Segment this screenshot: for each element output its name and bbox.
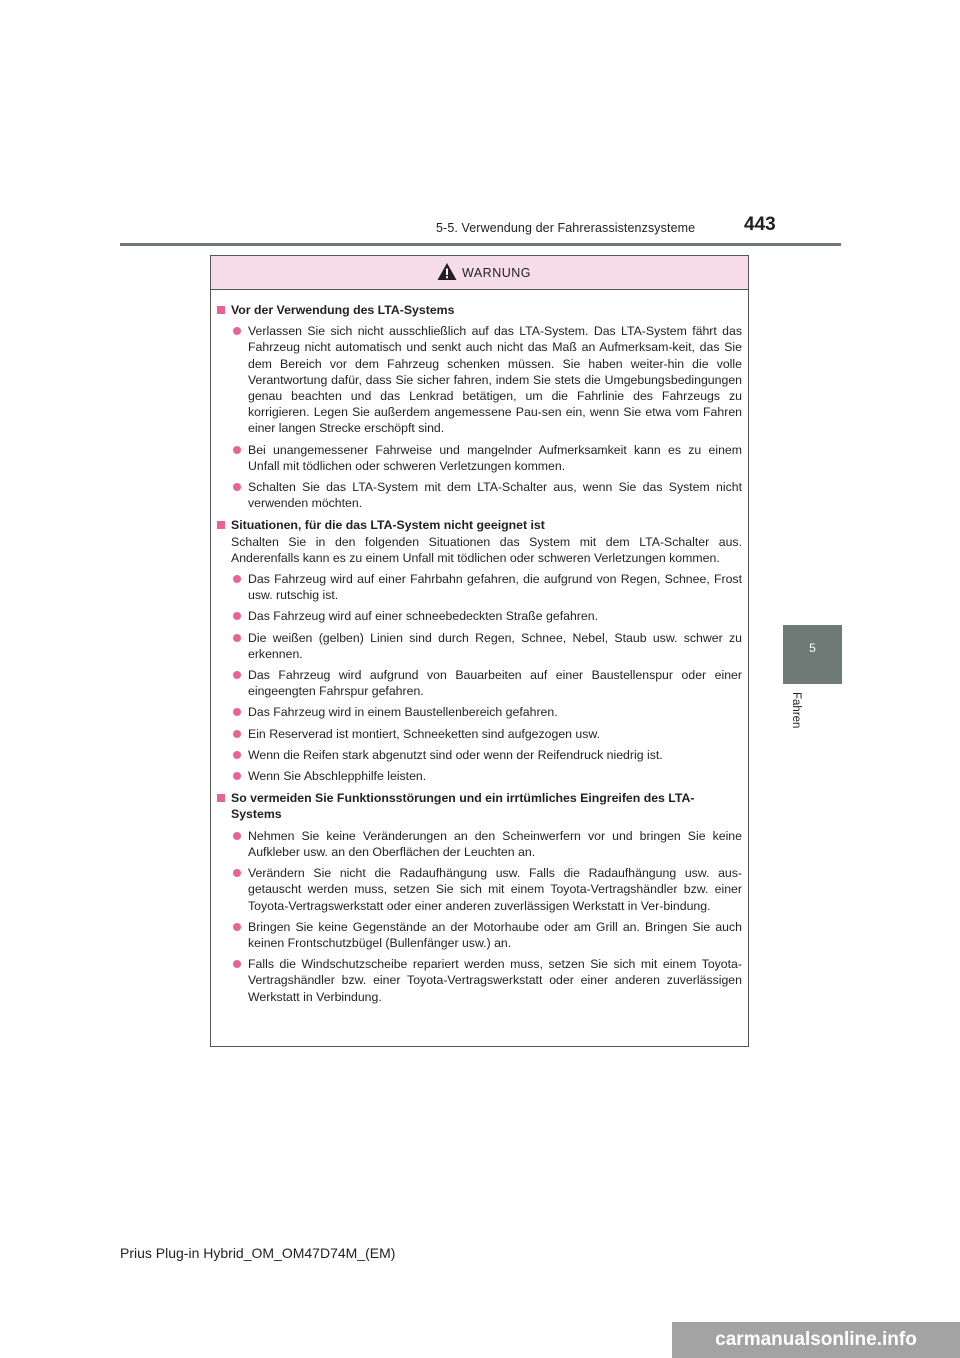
warning-triangle-icon [437, 262, 457, 281]
circle-bullet-icon [233, 708, 241, 716]
section-title-text: Situationen, für die das LTA-System nicht geeignet ist [231, 518, 545, 533]
bullet-item [217, 608, 742, 624]
warning-box [210, 255, 749, 1047]
chapter-tab [783, 625, 842, 684]
warning-section [217, 302, 742, 511]
watermark: carmanualsonline.info [672, 1322, 960, 1358]
bullet-text: Schalten Sie das LTA-System mit dem LTA-Schalter aus, wenn Sie das System nicht verwenden möchten. [248, 480, 742, 511]
bullet-item [217, 865, 742, 914]
circle-bullet-icon [233, 960, 241, 968]
bullet-text: Bei unangemessener Fahrweise und mangelnder Aufmerksamkeit kann es zu einem Unfall mit tödlichen oder schweren Verletzungen kommen. [248, 442, 742, 473]
section-title-text: Vor der Verwendung des LTA-Systems [231, 303, 455, 317]
circle-bullet-icon [233, 772, 241, 780]
circle-bullet-icon [233, 730, 241, 738]
bullet-item [217, 828, 742, 860]
circle-bullet-icon [233, 634, 241, 642]
square-bullet-icon [217, 794, 225, 802]
section-title [217, 790, 742, 822]
header-rule [120, 243, 841, 246]
circle-bullet-icon [233, 671, 241, 679]
bullet-item [217, 747, 742, 763]
bullet-text: Falls die Windschutzscheibe repariert werden muss, setzen Sie sich mit einem Toyota-Vertragshändler bzw. einer Toyota-Vertragswerkstatt oder einer anderen zuverlässigen Werkstatt in Verbindung. [248, 957, 742, 1004]
bullet-text: Das Fahrzeug wird in einem Baustellenbereich gefahren. [248, 705, 558, 720]
bullet-item [217, 704, 742, 720]
bullet-item [217, 919, 742, 951]
chapter-tab-number: 5 [809, 641, 816, 655]
circle-bullet-icon [233, 612, 241, 620]
bullet-item [217, 442, 742, 474]
circle-bullet-icon [233, 923, 241, 931]
bullet-text: Ein Reserverad ist montiert, Schneeketten sind aufgezogen usw. [248, 726, 601, 741]
bullet-item [217, 956, 742, 1005]
header-section-title: 5-5. Verwendung der Fahrerassistenzsysteme [436, 221, 696, 235]
bullet-text: Wenn Sie Abschlepphilfe leisten. [248, 769, 427, 784]
circle-bullet-icon [233, 446, 241, 454]
circle-bullet-icon [233, 575, 241, 583]
square-bullet-icon [217, 521, 225, 529]
bullet-item [217, 667, 742, 699]
bullet-text: Verändern Sie nicht die Radaufhängung usw. Falls die Radaufhängung usw. aus-getauscht werden muss, setzen Sie sich mit einem Toyota-Vertragshändler bzw. einer Toyota-Vertragswerkstatt oder einer anderen zuverlässigen Werkstatt in Ver-bindung. [248, 866, 742, 913]
warning-section [217, 517, 742, 784]
footer-manual-id: Prius Plug-in Hybrid_OM_OM47D74M_(EM) [120, 1245, 396, 1261]
bullet-item [217, 571, 742, 603]
circle-bullet-icon [233, 483, 241, 491]
bullet-item [217, 768, 742, 784]
warning-body [211, 290, 748, 1005]
circle-bullet-icon [233, 751, 241, 759]
square-bullet-icon [217, 306, 225, 314]
bullet-text: Bringen Sie keine Gegenstände an der Motorhaube oder am Grill an. Bringen Sie auch keinen Frontschutzbügel (Bullenfänger usw.) an. [248, 919, 742, 950]
warning-section [217, 790, 742, 1004]
circle-bullet-icon [233, 327, 241, 335]
bullet-text: Das Fahrzeug wird auf einer Fahrbahn gefahren, die aufgrund von Regen, Schnee, Frost usw. rutschig ist. [248, 572, 742, 603]
bullet-item [217, 479, 742, 511]
bullet-item [217, 630, 742, 662]
warning-title: WARNUNG [462, 266, 532, 280]
bullet-text: Die weißen (gelben) Linien sind durch Regen, Schnee, Nebel, Staub usw. schwer zu erkennen. [248, 630, 742, 661]
section-intro: Schalten Sie in den folgenden Situationen das System mit dem LTA-Schalter aus. Anderenfalls kann es zu einem Unfall mit tödlichen oder schweren Verletzungen kommen. [231, 534, 742, 565]
section-title [217, 302, 742, 318]
chapter-tab-label: Fahren [790, 692, 802, 729]
bullet-text: Nehmen Sie keine Veränderungen an den Scheinwerfern vor und bringen Sie keine Aufkleber usw. an den Oberflächen der Leuchten an. [248, 828, 742, 859]
bullet-item [217, 323, 742, 436]
section-title-text: So vermeiden Sie Funktionsstörungen und ein irrtümliches Eingreifen des LTA-Systems [231, 791, 695, 822]
circle-bullet-icon [233, 869, 241, 877]
bullet-text: Wenn die Reifen stark abgenutzt sind oder wenn der Reifendruck niedrig ist. [248, 747, 663, 762]
section-title [217, 517, 742, 533]
bullet-text: Das Fahrzeug wird aufgrund von Bauarbeiten auf einer Baustellenspur oder einer eingeengten Fahrspur gefahren. [248, 668, 742, 699]
bullet-text: Das Fahrzeug wird auf einer schneebedeckten Straße gefahren. [248, 609, 598, 624]
page-number: 443 [744, 214, 776, 235]
warning-header [211, 256, 748, 290]
bullet-text: Verlassen Sie sich nicht ausschließlich auf das LTA-System. Das LTA-System fährt das Fahrzeug nicht automatisch und senkt auch nicht das Maß an Aufmerksam-keit, das Sie dem Bereich vor dem Fahrzeug schenken müssen. Sie haben weiter-hin die volle Verantwortung dafür, dass Sie sicher fahren, indem Sie stets die Umgebungsbedingungen genau beachten und das Lenkrad betätigen, um die Fahrlinie des Fahrzeugs zu korrigieren. Legen Sie außerdem angemessene Pau-sen ein, wenn Sie etwa vom Fahren einer langen Strecke erschöpft sind. [248, 324, 742, 436]
circle-bullet-icon [233, 832, 241, 840]
bullet-item [217, 726, 742, 742]
